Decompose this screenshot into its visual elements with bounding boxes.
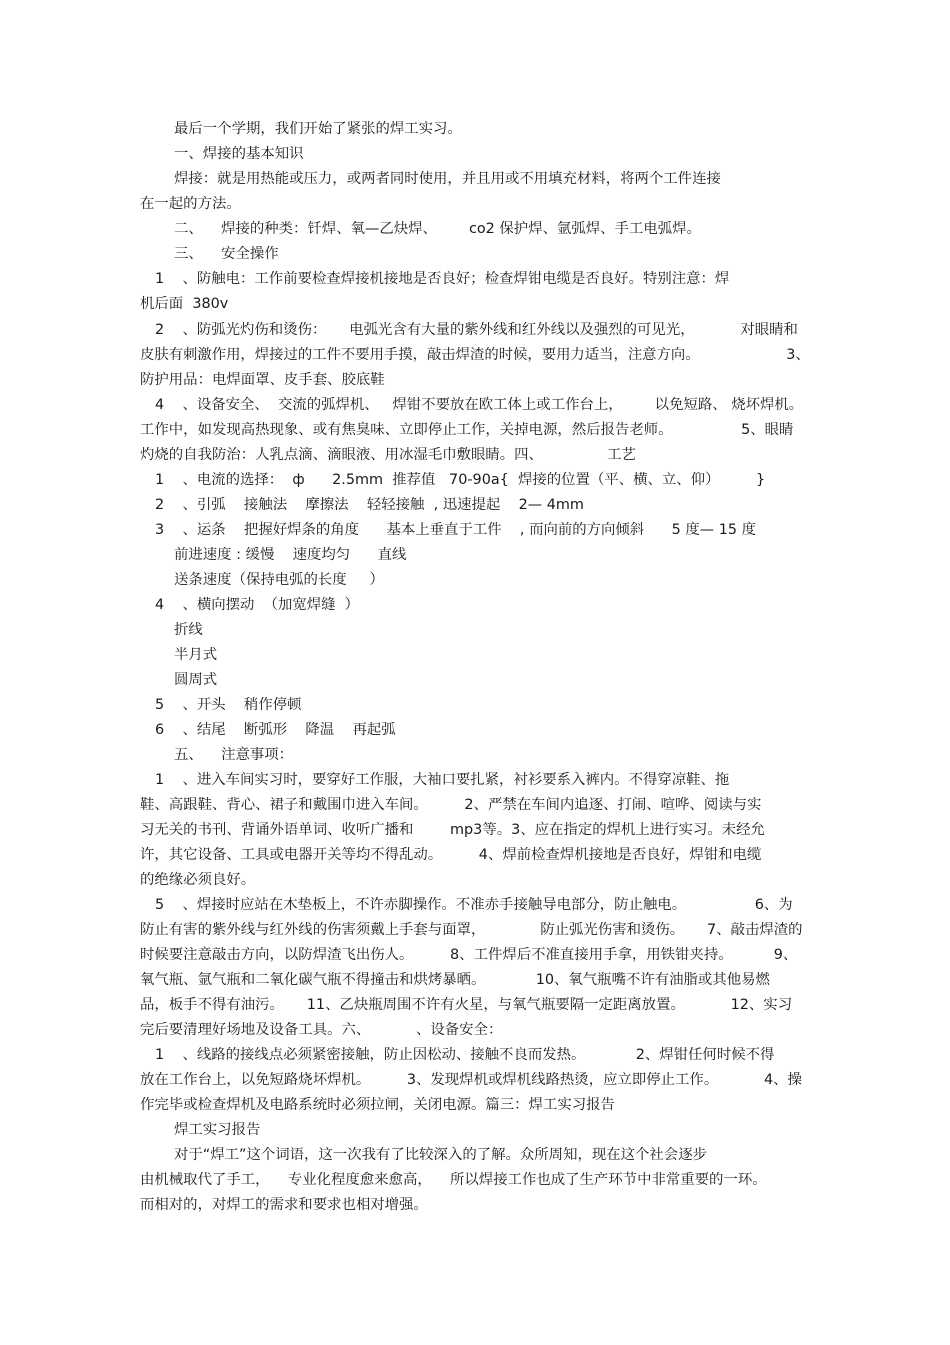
text-line-4: 在一起的方法。 <box>140 196 241 212</box>
text-line-23: 圆周式 <box>174 672 218 688</box>
text-line-38: 1 、线路的接线点必须紧密接触，防止因松动、接触不良而发热。 2、焊钳任何时候不得 <box>155 1047 775 1063</box>
text-line-10: 皮肤有刺激作用，焊接过的工件不要用手摸，敲击焊渣的时候，要用力适当，注意方向。 3、 <box>140 347 810 363</box>
text-line-29: 习无关的书刊、背诵外语单词、收听广播和 mp3等。3、应在指定的焊机上进行实习。未经允 <box>140 822 765 838</box>
text-line-13: 工作中，如发现高热现象、或有焦臭味、立即停止工作，关掉电源，然后报告老师。 5、眼睛 <box>140 422 794 438</box>
text-line-43: 由机械取代了手工， 专业化程度愈来愈高， 所以焊接工作也成了生产环节中非常重要的一环。 <box>140 1172 767 1188</box>
text-line-12: 4 、设备安全、 交流的弧焊机、 焊钳不要放在欧工体上或工作台上， 以免短路、 烧坏焊机。 <box>155 397 804 413</box>
text-line-11: 防护用品：电焊面罩、皮手套、胶底鞋 <box>140 372 385 388</box>
text-line-25: 6 、结尾 断弧形 降温 再起弧 <box>155 722 396 738</box>
text-line-5: 二、 焊接的种类：钎焊、氧—乙炔焊、 co2 保护焊、氩弧焊、手工电弧焊。 <box>174 221 701 237</box>
text-line-18: 前进速度 : 缓慢 速度均匀 直线 <box>174 547 407 563</box>
text-line-41: 焊工实习报告 <box>174 1122 261 1138</box>
text-line-30: 许，其它设备、工具或电器开关等均不得乱动。 4、焊前检查焊机接地是否良好，焊钳和电缆 <box>140 847 762 863</box>
text-line-16: 2 、引弧 接触法 摩擦法 轻轻接触 , 迅速提起 2— 4mm <box>155 497 584 513</box>
text-line-3: 焊接：就是用热能或压力，或两者同时使用，并且用或不用填充材料，将两个工件连接 <box>174 171 721 187</box>
text-line-19: 送条速度（保持电弧的长度 ） <box>174 572 384 588</box>
text-line-31: 的绝缘必须良好。 <box>140 872 256 888</box>
text-line-17: 3 、运条 把握好焊条的角度 基本上垂直于工件 , 而向前的方向倾斜 5 度— 15 度 <box>155 522 757 538</box>
text-line-7: 1 、防触电：工作前要检查焊接机接地是否良好；检查焊钳电缆是否良好。特别注意：焊 <box>155 271 730 287</box>
text-line-44: 而相对的，对焊工的需求和要求也相对增强。 <box>140 1197 428 1213</box>
text-line-26: 五、 注意事项： <box>174 747 294 763</box>
text-line-22: 半月式 <box>174 647 218 663</box>
text-line-8: 机后面 380v <box>140 296 229 312</box>
text-line-37: 完后要清理好场地及设备工具。六、 、设备安全： <box>140 1022 503 1038</box>
text-line-32: 5 、焊接时应站在木垫板上，不许赤脚操作。不准赤手接触导电部分，防止触电。 6、为 <box>155 897 793 913</box>
text-line-40: 作完毕或检查焊机及电路系统时必须拉闸，关闭电源。篇三：焊工实习报告 <box>140 1097 615 1113</box>
text-line-42: 对于“焊工”这个词语，这一次我有了比较深入的了解。众所周知，现在这个社会逐步 <box>174 1147 707 1163</box>
text-line-34: 时候要注意敲击方向，以防焊渣飞出伤人。 8、工件焊后不准直接用手拿，用铁钳夹持。 9、 <box>140 947 798 963</box>
text-line-28: 鞋、高跟鞋、背心、裙子和戴围巾进入车间。 2、严禁在车间内追逐、打闹、喧哗、阅读与实 <box>140 797 762 813</box>
text-line-24: 5 、开头 稍作停顿 <box>155 697 302 713</box>
text-line-20: 4 、横向摆动 （加宽焊缝 ） <box>155 597 360 613</box>
text-line-9: 2 、防弧光灼伤和烫伤： 电弧光含有大量的紫外线和红外线以及强烈的可见光， 对眼睛和 <box>155 322 798 338</box>
text-line-15: 1 、电流的选择： ф 2.5mm 推荐值 70-90a{ 焊接的位置（平、横、立、仰） } <box>155 472 766 488</box>
text-line-2: 一、焊接的基本知识 <box>174 146 304 162</box>
text-line-6: 三、 安全操作 <box>174 246 279 262</box>
text-line-33: 防止有害的紫外线与红外线的伤害须戴上手套与面罩， 防止弧光伤害和烫伤。 7、敲击焊渣的 <box>140 922 803 938</box>
text-line-35: 氧气瓶、氩气瓶和二氧化碳气瓶不得撞击和烘烤暴晒。 10、氧气瓶嘴不许有油脂或其他易燃 <box>140 972 770 988</box>
text-line-39: 放在工作台上，以免短路烧坏焊机。 3、发现焊机或焊机线路热烫，应立即停止工作。 4、操 <box>140 1072 802 1088</box>
text-line-27: 1 、进入车间实习时，要穿好工作服，大袖口要扎紧，衬衫要系入裤内。不得穿凉鞋、拖 <box>155 772 730 788</box>
text-line-14: 灼烧的自我防治：人乳点滴、滴眼液、用冰湿毛巾敷眼睛。四、 工艺 <box>140 447 636 463</box>
text-line-36: 品，板手不得有油污。 11、乙炔瓶周围不许有火星，与氧气瓶要隔一定距离放置。 12、实习 <box>140 997 793 1013</box>
text-line-21: 折线 <box>174 622 203 638</box>
text-line-1: 最后一个学期，我们开始了紧张的焊工实习。 <box>174 121 462 137</box>
